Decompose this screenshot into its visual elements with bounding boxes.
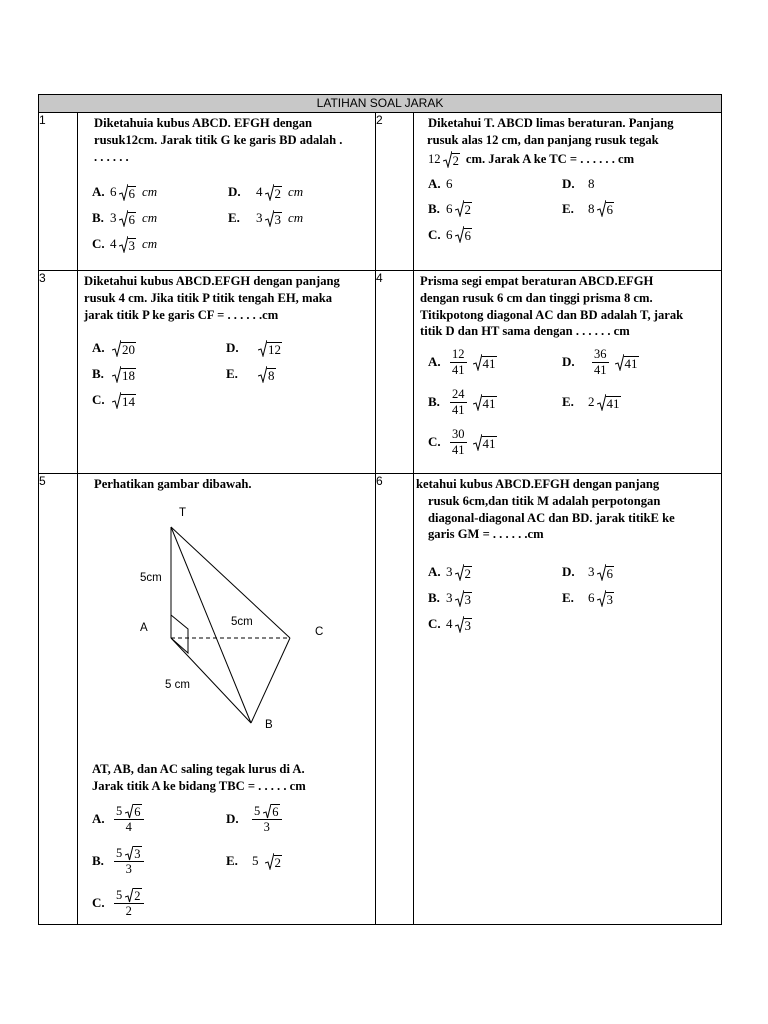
option-value (256, 184, 303, 201)
fraction: $\frac{24}{41}$ (452, 386, 465, 417)
option-value (588, 347, 639, 378)
answer-options (78, 798, 375, 924)
question-4 (414, 271, 722, 474)
unit: cm (142, 236, 158, 252)
option-label: C. (92, 392, 105, 408)
option-value (110, 236, 157, 253)
question-2 (414, 113, 722, 271)
sqrt-sign: 3 (455, 616, 473, 633)
option-value (248, 804, 286, 835)
option-label: B. (92, 853, 104, 869)
question-stem: Perhatikan gambar dibawah. (94, 477, 252, 491)
pyramid-diagram (78, 493, 376, 745)
option-value: 2 41 (588, 394, 620, 411)
option-value (256, 210, 303, 227)
option-label: E. (562, 394, 574, 410)
option-label: A. (92, 340, 105, 356)
sqrt-sign: 2 (455, 200, 473, 217)
sqrt-sign: 18 (112, 366, 136, 383)
length-label-ac: 5cm (231, 615, 253, 628)
question-stem: Diketahuia kubus ABCD. EFGH dengan rusuk12cm. Jarak titik G ke garis BD adalah . . . . . . . (94, 116, 343, 164)
option-value: 6 2 (446, 200, 471, 218)
option-value (446, 387, 562, 418)
sqrt-sign: 2 (265, 184, 283, 201)
coefficient: 4 (256, 184, 263, 200)
sqrt-sign: 2 (443, 151, 460, 168)
question-1 (78, 113, 376, 271)
question-number: 4 (376, 271, 414, 474)
option-label: E. (226, 853, 238, 869)
length-label-at: 5cm (140, 571, 162, 584)
option-label: D. (562, 564, 575, 580)
option-label: D. (562, 354, 575, 370)
stem-line: cm. Jarak A ke TC = . . . . . . cm (465, 151, 635, 166)
option-value: 5 2 (252, 853, 281, 870)
option-label: A. (428, 175, 441, 191)
option-value (110, 888, 148, 919)
option-value (256, 340, 282, 357)
answer-options (414, 559, 721, 637)
fraction: $\frac{36}{41}$ (594, 346, 607, 377)
answer-options (78, 335, 375, 413)
question-stem: Prisma segi empat beraturan ABCD.EFGH dengan rusuk 6 cm dan tinggi prisma 8 cm. Titikpotong diagonal AC dan BD adalah T, jarak titik D dan HT sama dengan . . . . . . cm (420, 274, 684, 339)
sqrt-sign: 41 (597, 394, 621, 411)
sqrt-sign: 3 (455, 590, 473, 607)
stem-line: rusuk alas 12 cm, dan panjang rusuk tegak (427, 132, 659, 147)
option-value (110, 804, 226, 835)
question-stem: ketahui kubus ABCD.EFGH dengan panjang rusuk 6cm,dan titik M adalah perpotongan diagonal-diagonal AC dan BD. jarak titikE ke garis GM = . . . . . .cm (416, 477, 675, 542)
option-value (110, 392, 136, 409)
sqrt-sign: 6 (597, 200, 615, 217)
fraction: $\frac{30}{41}$ (452, 426, 465, 457)
question-number: 5 (39, 474, 78, 925)
sqrt-sign: 41 (473, 394, 497, 411)
sqrt-sign: 2 (455, 564, 473, 581)
option-value: 3 6 (588, 564, 613, 581)
option-value: 8 6 (588, 200, 613, 218)
answer-options (414, 172, 721, 248)
option-label: C. (428, 616, 441, 632)
option-value: 6 3 (588, 590, 613, 607)
unit: cm (142, 210, 158, 226)
unit: cm (288, 184, 304, 200)
sqrt-sign: 2 (265, 853, 283, 870)
sqrt-sign: 6 (597, 564, 615, 581)
option-label: C. (92, 895, 105, 911)
question-stem: Diketahui kubus ABCD.EFGH dengan panjang rusuk 4 cm. Jika titik P titik tengah EH, maka jarak titik P ke garis CF = . . . . . .cm (84, 274, 340, 322)
option-label: D. (562, 175, 575, 191)
answer-options (78, 179, 375, 257)
sqrt-sign: 8 (258, 366, 276, 383)
option-label: C. (428, 226, 441, 242)
question-stem (414, 113, 721, 168)
option-label: A. (428, 354, 441, 370)
option-label: B. (92, 366, 104, 382)
option-value: 8 (588, 175, 595, 191)
unit: cm (142, 184, 158, 200)
sqrt-sign: 41 (473, 434, 497, 451)
length-label-ab: 5 cm (165, 678, 190, 691)
option-label: E. (562, 590, 574, 606)
pyramid-figure (78, 493, 375, 745)
option-label: A. (92, 184, 105, 200)
option-value (110, 846, 226, 877)
option-value (110, 184, 228, 201)
question-3 (78, 271, 376, 474)
question-number: 3 (39, 271, 78, 474)
question-number: 2 (376, 113, 414, 271)
option-label: C. (92, 236, 105, 252)
sqrt-sign: 6 (455, 226, 473, 243)
option-label: E. (226, 366, 238, 382)
option-value: 4 3 (446, 616, 471, 633)
fraction: 5 6 4 (114, 804, 144, 835)
option-label: B. (428, 200, 440, 216)
sqrt-sign: 12 (258, 340, 282, 357)
sqrt-sign: 3 (265, 210, 283, 227)
coefficient: 6 (110, 184, 117, 200)
option-label: D. (228, 184, 241, 200)
question-5 (78, 474, 376, 925)
option-label: E. (562, 200, 574, 216)
option-label: D. (226, 811, 239, 827)
option-value: 3 3 (446, 590, 471, 607)
answer-options (414, 342, 721, 462)
option-value: 6 (446, 175, 453, 191)
option-label: D. (226, 340, 239, 356)
option-value (446, 427, 497, 458)
option-label: C. (428, 434, 441, 450)
sqrt-sign: 41 (473, 354, 497, 371)
vertex-label-a: A (140, 621, 148, 634)
sqrt-sign: 14 (112, 392, 136, 409)
option-label: B. (428, 394, 440, 410)
fraction: 5 6 3 (252, 804, 282, 835)
stem-line: Diketahui T. ABCD limas beraturan. Panjang (428, 116, 674, 130)
question-stem-2: AT, AB, dan AC saling tegak lurus di A. Jarak titik A ke bidang TBC = . . . . . cm (92, 761, 306, 793)
option-value: 6 6 (446, 226, 471, 244)
sheet-title: LATIHAN SOAL JARAK (39, 95, 722, 113)
sqrt-sign: 20 (112, 340, 136, 357)
coefficient: 12 (428, 151, 441, 166)
sqrt-sign: 41 (615, 354, 639, 371)
question-number: 1 (39, 113, 78, 271)
sqrt-sign: 6 (119, 184, 137, 201)
option-value (256, 366, 276, 383)
coefficient: 3 (110, 210, 117, 226)
option-label: A. (92, 811, 105, 827)
fraction: 5 2 2 (114, 888, 144, 919)
option-value (110, 340, 226, 357)
unit: cm (288, 210, 304, 226)
vertex-label-b: B (265, 718, 273, 731)
fraction: $\frac{12}{41}$ (452, 346, 465, 377)
vertex-label-c: C (315, 625, 324, 638)
question-number: 6 (376, 474, 414, 925)
coefficient: 3 (256, 210, 263, 226)
sqrt-sign: 3 (119, 236, 137, 253)
vertex-label-t: T (179, 506, 187, 519)
option-value (110, 210, 228, 227)
option-label: E. (228, 210, 240, 226)
sqrt-sign: 3 (597, 590, 615, 607)
question-6 (414, 474, 722, 925)
option-value (446, 347, 562, 378)
option-label: A. (428, 564, 441, 580)
coefficient: 4 (110, 236, 117, 252)
edge-bc (251, 638, 290, 723)
option-label: B. (428, 590, 440, 606)
fraction: 5 3 3 (114, 846, 144, 877)
sqrt-sign: 6 (119, 210, 137, 227)
option-value (110, 366, 226, 383)
option-label: B. (92, 210, 104, 226)
option-value: 3 2 (446, 564, 471, 581)
exercise-table (38, 94, 722, 925)
